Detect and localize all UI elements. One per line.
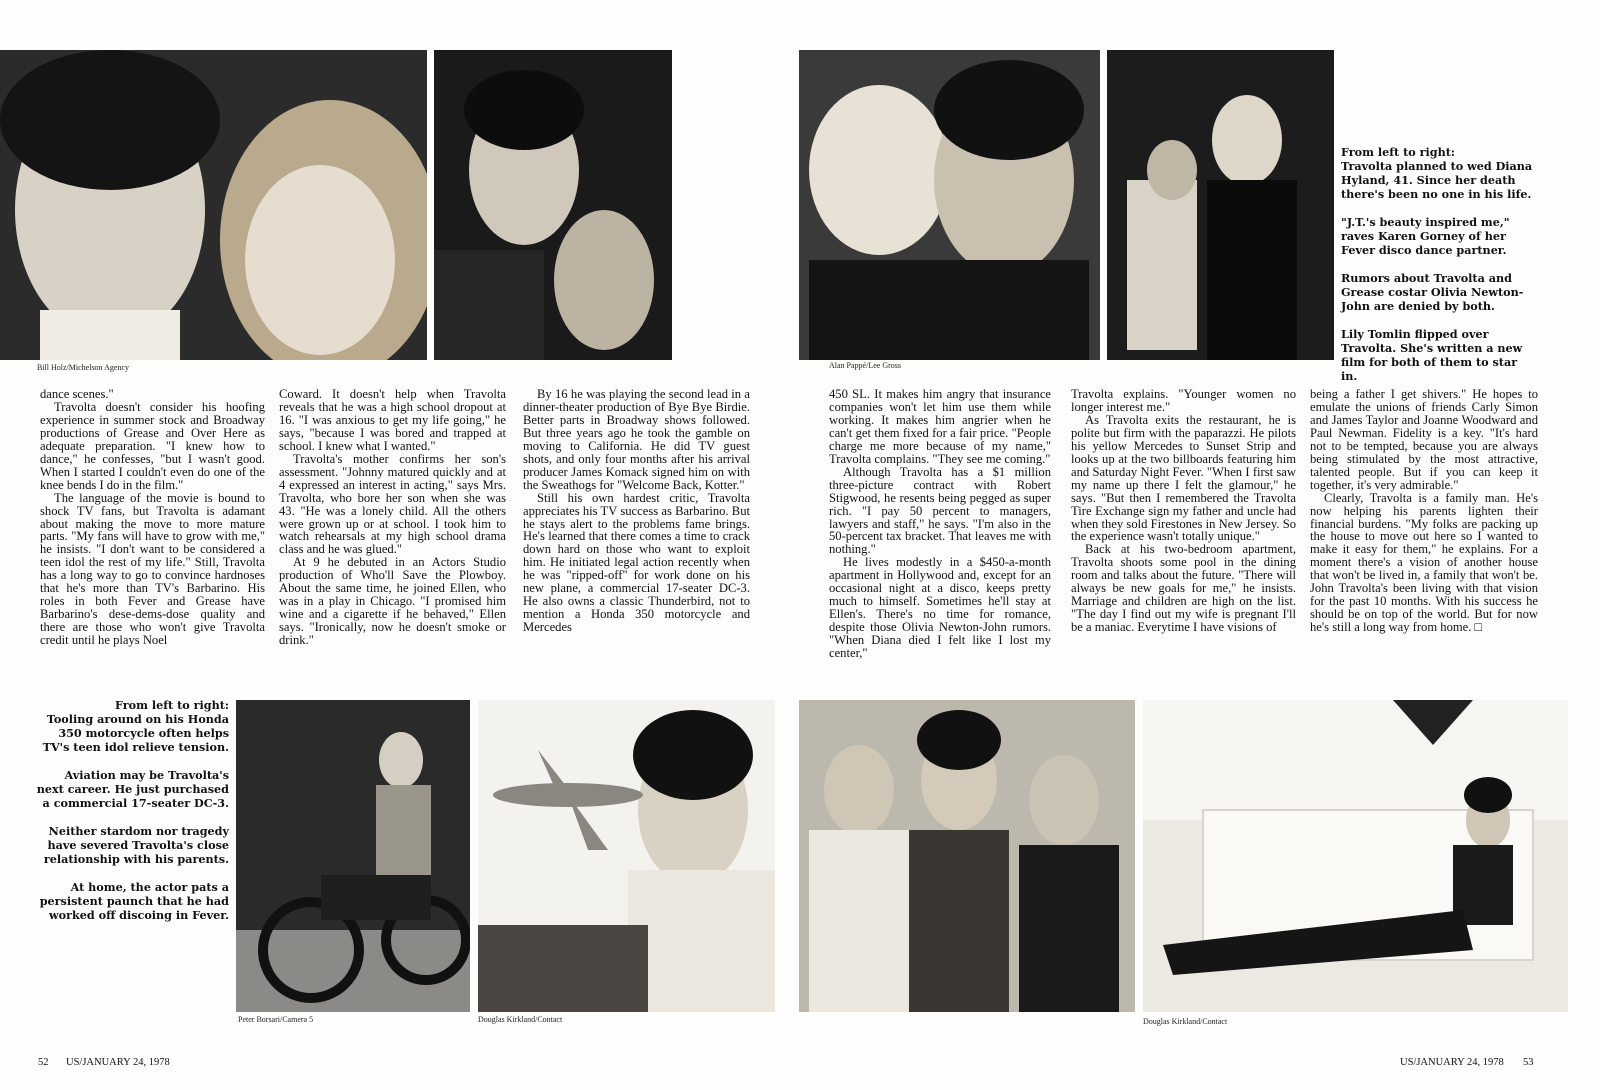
article-paragraph: being a father I get shivers." He hopes to emulate the unions of friends Carly Simon and James Taylor and Joanne Woodward and Paul Newman. Fidelity is a key. "It's hard not to be tempted, because you are always being stimulated by the most attractive, talented people. But if you can keep it together, it's very admirable." — [1310, 387, 1538, 492]
top-photo-caption — [1341, 145, 1536, 397]
article-paragraph: dance scenes." — [40, 387, 114, 401]
caption-item: Travolta planned to wed Diana Hyland, 41. Since her death there's been no one in his life. — [1341, 159, 1533, 201]
article-paragraph: Coward. It doesn't help when Travolta reveals that he was a high school dropout at 16. "I was anxious to get my life going," he says, "because I was bored and trapped at school. I knew what I wanted." — [279, 387, 506, 453]
caption-item: "J.T.'s beauty inspired me," raves Karen Gorney of her Fever disco dance partner. — [1341, 215, 1510, 257]
article-paragraph: At 9 he debuted in an Actors Studio production of Who'll Save the Plowboy. About the same time, he joined Ellen, who was in a play in Chicago. "I promised him wine and a cigarette if he behaved," Ellen says. "Ironically, now he doesn't smoke or drink." — [279, 555, 506, 648]
article-paragraph: The language of the movie is bound to shock TV fans, but Travolta is adamant about making the move to more mature parts. "My fans will have to grow with me," he insists. "I don't want to be considered a teen idol the rest of my life." Still, Travolta has a long way to go to convince hardnoses that he's more than TV's Barbarino. His roles in both Fever and Grease have Barbarino's dese-dems-dose quality and there are those who won't give Travolta credit until he plays Noel — [40, 490, 265, 648]
photo-credit: Douglas Kirkland/Contact — [1143, 1017, 1228, 1026]
folio-date-right: US/JANUARY 24, 1978 — [1400, 1057, 1504, 1068]
article-column-2 — [279, 388, 506, 647]
article-paragraph: Travolta explains. "Younger women no longer interest me." — [1071, 387, 1296, 414]
article-column-3 — [523, 388, 750, 634]
article-paragraph: Although Travolta has a $1 million three-picture contract with Robert Stigwood, he resents being pegged as super rich. "I pay 50 percent to managers, lawyers and staff," he says. "I'm also in the 50-percent tax bracket. That leaves me with nothing." — [829, 464, 1051, 557]
photo-travolta-with-parents — [799, 700, 1135, 1012]
caption-item: Rumors about Travolta and Grease costar Olivia Newton-John are denied by both. — [1341, 271, 1524, 313]
article-paragraph: Travolta doesn't consider his hoofing experience in summer stock and Broadway productions of Grease and Over Here as adequate preparation. "I knew how to dance," he confesses, "but I wasn't good. When I started I couldn't even do one of the knee bends I do in the film." — [40, 399, 265, 492]
caption-lead: From left to right: — [115, 698, 229, 712]
photo-credit: Bill Holz/Michelson Agency — [37, 363, 129, 372]
caption-item: Neither stardom nor tragedy have severed Travolta's close relationship with his parents. — [43, 824, 229, 866]
article-column-5 — [1071, 388, 1296, 634]
photo-travolta-diana-hyland — [0, 50, 427, 360]
caption-item: At home, the actor pats a persistent paunch that he had worked off discoing in Fever. — [39, 880, 229, 922]
photo-travolta-olivia-newton-john — [799, 50, 1100, 360]
photo-travolta-on-sofa — [1143, 700, 1568, 1012]
article-paragraph: Clearly, Travolta is a family man. He's now helping his parents lighten their financial burdens. "My folks are packing up the house to move out here so I wanted to make it easy for them," he explains. For a moment there's a vision of another house that won't be lived in, a family that won't be. John Travolta's been living with that vision for the past 10 months. With his success he should be on top of the world. But for now he's still a long way from home. □ — [1310, 490, 1538, 635]
photo-credit: Peter Borsari/Camera 5 — [238, 1015, 314, 1024]
photo-travolta-lily-tomlin — [1107, 50, 1334, 360]
bottom-photo-caption — [36, 698, 229, 936]
caption-item: Tooling around on his Honda 350 motorcycle often helps TV's teen idol relieve tension. — [42, 712, 229, 754]
article-paragraph: 450 SL. It makes him angry that insurance companies won't let him use them while working. It makes him angrier when he can't get them fixed for a fair price. "People charge me more because of my name," Travolta complains. "They see me coming." — [829, 387, 1051, 466]
article-column-6 — [1310, 388, 1538, 634]
article-paragraph: Still his own hardest critic, Travolta appreciates his TV success as Barbarino. But he stays alert to the problems fame brings. He's learned that there comes a time to crack down hard on those who want to exploit him. He initiated legal action recently when he was "ripped-off" for work done on his new plane, a commercial 17-seater DC-3. He also owns a classic Thunderbird, not to mention a Honda 350 motorcycle and Mercedes — [523, 490, 750, 635]
photo-credit: Alan Pappé/Lee Gross — [829, 361, 901, 370]
page-number-right: 53 — [1523, 1057, 1534, 1068]
article-paragraph: Back at his two-bedroom apartment, Travolta shoots some pool in the dining room and talks about the future. "There will always be new goals for me," he insists. Marriage and children are high on the list. "The day I find out my wife is pregnant I'll be a maniac. Everytime I have visions of — [1071, 542, 1296, 635]
caption-item: Aviation may be Travolta's next career. He just purchased a commercial 17-seater DC-3. — [36, 768, 229, 810]
photo-travolta-airplane-model — [478, 700, 775, 1012]
page-number-left: 52 — [38, 1057, 49, 1068]
photo-travolta-motorcycle — [236, 700, 470, 1012]
photo-travolta-karen-gorney — [434, 50, 672, 360]
folio-date-left: US/JANUARY 24, 1978 — [66, 1057, 170, 1068]
article-paragraph: As Travolta exits the restaurant, he is polite but firm with the paparazzi. He pilots his yellow Mercedes to Sunset Strip and looks up at the two billboards featuring him and Saturday Night Fever. "When I first saw my name up there I felt the glamour," he says. "But then I remembered the Travolta Tire Exchange sign my father and uncle had when they sold Firestones in New Jersey. So the experience wasn't totally unique." — [1071, 412, 1296, 544]
article-paragraph: By 16 he was playing the second lead in a dinner-theater production of Bye Bye Birdie. Better parts in Broadway shows followed. But three years ago he took the gamble on moving to California. He did TV guest shots, and only four months after his arrival producer James Komack signed him on with the Sweathogs for "Welcome Back, Kotter." — [523, 387, 750, 492]
article-column-4 — [829, 388, 1051, 660]
caption-item: Lily Tomlin flipped over Travolta. She's written a new film for both of them to star in. — [1341, 327, 1523, 383]
article-column-1 — [40, 388, 265, 647]
caption-lead: From left to right: — [1341, 145, 1455, 159]
photo-credit: Douglas Kirkland/Contact — [478, 1015, 563, 1024]
article-paragraph: Travolta's mother confirms her son's assessment. "Johnny matured quickly and at 4 expressed an interest in acting," says Mrs. Travolta, who bore her son when she was 43. "He was a lonely child. All the others were grown up or at school. I took him to watch rehearsals at my high school drama class and he was glued." — [279, 451, 506, 557]
article-paragraph: He lives modestly in a $450-a-month apartment in Hollywood and, except for an occasional night at a disco, keeps pretty much to himself. Sometimes he'll stay at Ellen's. There's no time for romance, despite those Olivia Newton-John rumors. "When Diana died I felt like I lost my center," — [829, 555, 1051, 661]
